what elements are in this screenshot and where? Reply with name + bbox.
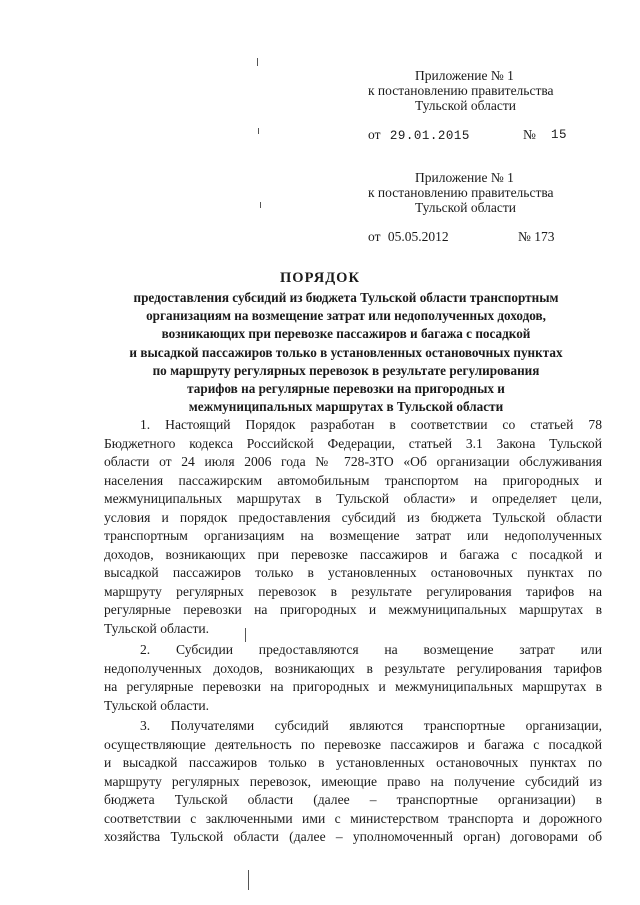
paragraph-line: 2. Субсидии предоставляются на возмещение затрат или xyxy=(140,642,602,657)
paragraph-2 xyxy=(104,641,602,715)
paragraph-line: Тульской области. xyxy=(104,697,210,713)
scan-mark xyxy=(248,870,249,890)
paragraph-line: транспортным организациям на возмещение затрат или недополученных xyxy=(104,528,602,543)
paragraph-line: 3. Получателями субсидий являются транспортные организации, xyxy=(140,718,602,733)
document-title: ПОРЯДОК xyxy=(280,270,360,286)
appendix-new-date-line xyxy=(368,127,568,143)
paragraph-3 xyxy=(104,717,602,847)
paragraph-line: высадкой пассажиров только в установленных остановочных пунктах по xyxy=(104,565,602,580)
appendix-old xyxy=(368,170,598,215)
paragraph-line: межмуниципальных маршрутах в Тульской области» и определяет цели, xyxy=(104,491,602,506)
subtitle-line: и высадкой пассажиров только в установленных остановочных пунктах xyxy=(129,344,563,360)
subtitle-line: предоставления субсидий из бюджета Тульской области транспортным xyxy=(133,290,559,305)
scan-mark xyxy=(258,128,259,134)
appendix-old-line2: к постановлению правительства xyxy=(368,185,554,200)
appendix-new-line1: Приложение № 1 xyxy=(415,68,514,83)
paragraph-line: населения пассажирским автомобильным транспортом на пригородных и xyxy=(104,472,602,488)
paragraph-line: области от 24 июля 2006 года № 728-ЗТО «Об организации обслуживания xyxy=(104,454,602,469)
paragraph-line: Тульской области. xyxy=(104,620,210,636)
subtitle-line: организациям на возмещение затрат или недополученных доходов, xyxy=(146,308,546,324)
paragraph-1 xyxy=(104,416,602,638)
appendix-old-date-line xyxy=(368,229,555,245)
appendix-new-date: 29.01.2015 xyxy=(389,129,470,143)
appendix-new xyxy=(368,68,598,113)
appendix-new-number: 15 xyxy=(551,128,568,142)
appendix-new-line2: к постановлению правительства xyxy=(368,83,554,98)
appendix-old-line1: Приложение № 1 xyxy=(415,170,514,185)
paragraph-line: осуществляющие деятельность по перевозке пассажиров и багажа с посадкой xyxy=(104,736,602,752)
date-prefix: от xyxy=(368,229,381,244)
subtitle-line: межмуниципальных маршрутах в Тульской области xyxy=(188,399,504,415)
paragraph-line: и высадкой пассажиров только в установленных остановочных пунктах по xyxy=(104,755,602,770)
date-prefix: от xyxy=(368,127,381,142)
scan-mark xyxy=(260,202,261,208)
paragraph-line: регулярные перевозки на пригородных и межмуниципальных маршрутах в xyxy=(104,602,602,617)
appendix-old-number: № 173 xyxy=(518,229,555,244)
paragraph-line: условия и порядок предоставления субсидий из бюджета Тульской области xyxy=(104,509,602,525)
appendix-old-date: 05.05.2012 xyxy=(387,229,449,244)
paragraph-line: соответствии с заключенными ими с министерством транспорта и дорожного xyxy=(104,810,602,826)
subtitle-line: по маршруту регулярных перевозок в результате регулирования xyxy=(152,362,540,378)
paragraph-line: маршруту регулярных перевозок в результате регулирования тарифов на xyxy=(104,583,602,599)
scan-mark xyxy=(257,58,258,66)
paragraph-line: недополученных доходов, возникающих в результате регулирования тарифов xyxy=(104,660,602,676)
appendix-old-line3: Тульской области xyxy=(415,200,516,215)
paragraph-line: хозяйства Тульской области (далее – уполномоченный орган) договорами об xyxy=(104,829,602,844)
number-sign: № xyxy=(523,127,536,142)
paragraph-line: на регулярные перевозки на пригородных и межмуниципальных маршрутах в xyxy=(104,679,602,694)
paragraph-line: 1. Настоящий Порядок разработан в соответствии со статьей 78 xyxy=(140,417,602,432)
paragraph-line: Бюджетного кодекса Российской Федерации, статьей 3.1 Закона Тульской xyxy=(104,435,602,451)
document-subtitle xyxy=(96,289,596,416)
paragraph-line: маршруту регулярных перевозок, имеющие право на получение субсидий из xyxy=(104,773,602,789)
subtitle-line: возникающих при перевозке пассажиров и багажа с посадкой xyxy=(161,326,531,342)
appendix-new-line3: Тульской области xyxy=(415,98,516,113)
subtitle-line: тарифов на регулярные перевозки на пригородных и xyxy=(187,381,505,397)
paragraph-line: бюджета Тульской области (далее – транспортные организации) в xyxy=(104,792,602,807)
paragraph-line: доходов, возникающих при перевозке пассажиров и багажа с посадкой и xyxy=(104,546,602,562)
